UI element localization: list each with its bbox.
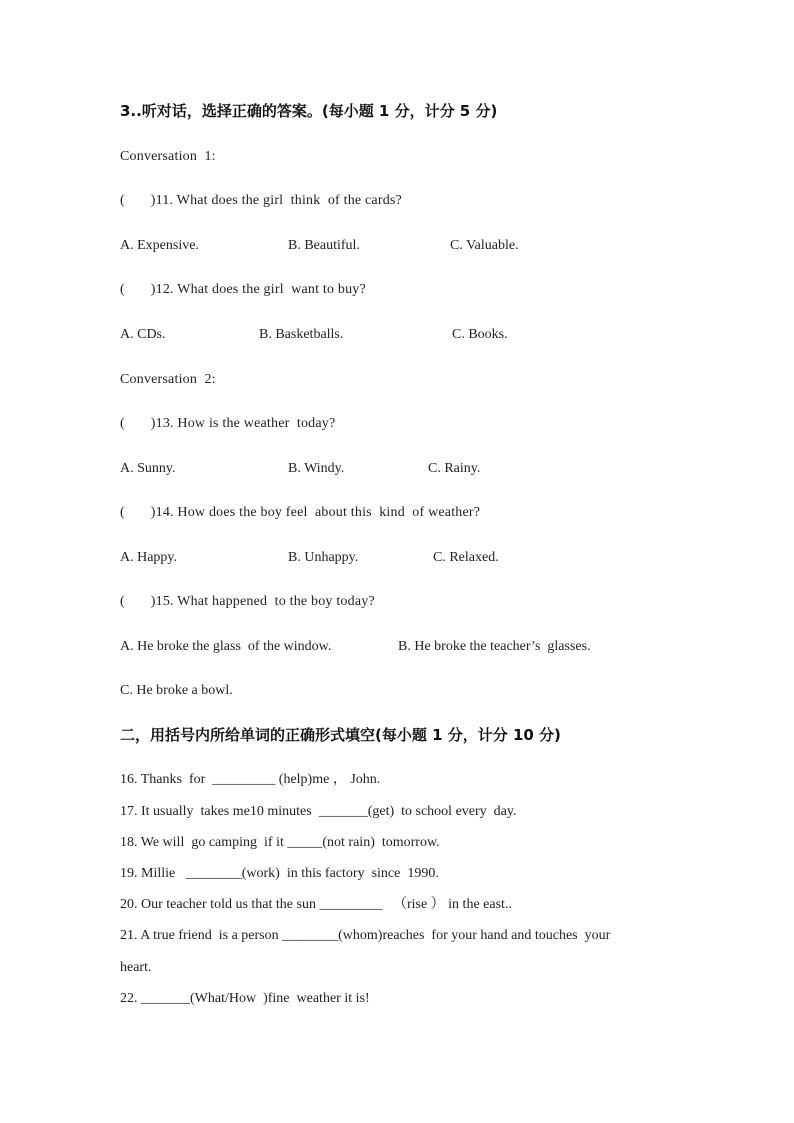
question-11-option-c: C. Valuable. xyxy=(450,238,519,253)
question-12-option-c: C. Books. xyxy=(452,327,508,342)
question-11: ( )11. What does the girl think of the cards? xyxy=(120,193,402,208)
question-20: 20. Our teacher told us that the sun _________ （rise ） in the east.. xyxy=(120,897,512,912)
question-13-option-b: B. Windy. xyxy=(288,461,345,476)
conversation-1-label: Conversation 1: xyxy=(120,149,216,164)
question-22: 22. _______(What/How )fine weather it is! xyxy=(120,991,370,1006)
question-12: ( )12. What does the girl want to buy? xyxy=(120,282,366,297)
question-15-option-b: B. He broke the teacher’s glasses. xyxy=(398,639,591,654)
question-14-option-b: B. Unhappy. xyxy=(288,550,359,565)
question-21: 21. A true friend is a person ________(whom)reaches for your hand and touches your xyxy=(120,928,611,943)
question-21-continued: heart. xyxy=(120,960,152,975)
question-13-option-a: A. Sunny. xyxy=(120,461,176,476)
conversation-2-label: Conversation 2: xyxy=(120,372,216,387)
question-12-option-b: B. Basketballs. xyxy=(259,327,344,342)
section3-heading: 3..听对话，选择正确的答案。(每小题 1 分，计分 5 分) xyxy=(120,102,498,120)
question-11-option-b: B. Beautiful. xyxy=(288,238,360,253)
question-18: 18. We will go camping if it _____(not rain) tomorrow. xyxy=(120,835,440,850)
question-11-option-a: A. Expensive. xyxy=(120,238,199,253)
question-13-option-c: C. Rainy. xyxy=(428,461,481,476)
question-19: 19. Millie ________(work) in this factory since 1990. xyxy=(120,866,439,881)
question-14-option-a: A. Happy. xyxy=(120,550,178,565)
question-15-option-c: C. He broke a bowl. xyxy=(120,683,233,698)
question-12-option-a: A. CDs. xyxy=(120,327,166,342)
question-13: ( )13. How is the weather today? xyxy=(120,416,336,431)
question-16: 16. Thanks for _________ (help)me ， John. xyxy=(120,772,381,787)
question-15-option-a: A. He broke the glass of the window. xyxy=(120,639,332,654)
question-14: ( )14. How does the boy feel about this kind of weather? xyxy=(120,505,481,520)
question-14-option-c: C. Relaxed. xyxy=(433,550,499,565)
section2-heading: 二，用括号内所给单词的正确形式填空(每小题 1 分，计分 10 分) xyxy=(120,726,561,744)
question-17: 17. It usually takes me10 minutes _______(get) to school every day. xyxy=(120,804,517,819)
question-15: ( )15. What happened to the boy today? xyxy=(120,594,375,609)
